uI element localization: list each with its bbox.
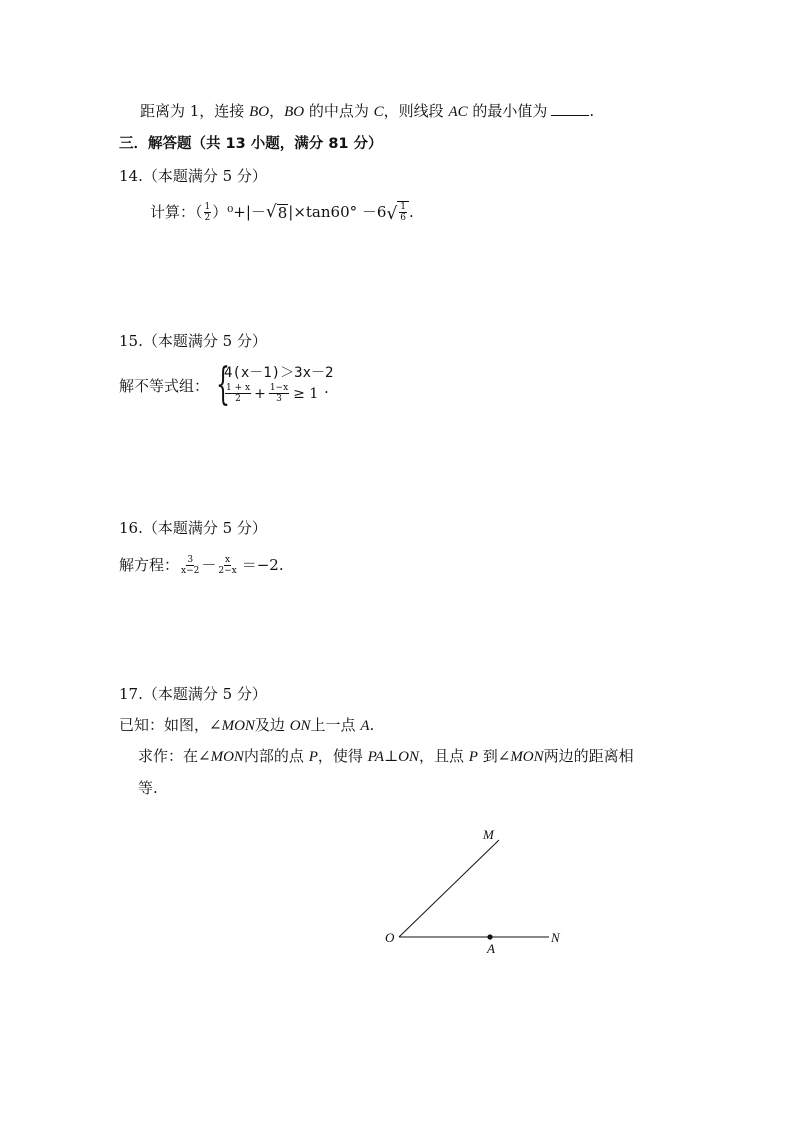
label-a: A [487, 941, 495, 956]
q15-second-inequality: $\frac{1 + x}{2}$ + $\frac{1-x}{3}$ ≥ 1 [226, 383, 319, 404]
q17-header: 17.（本题满分 5 分） [119, 685, 267, 703]
q14-header: 14.（本题满分 5 分） [119, 167, 267, 185]
q15-prefix: 解不等式组： [119, 377, 210, 395]
q16-header: 16.（本题满分 5 分） [119, 519, 267, 537]
label-o: O [385, 930, 395, 945]
q14-sqrt8: √ 8 [265, 202, 288, 222]
q14-expression: 计算：（ $\frac{1}{2}$ ）⁰+|－ √ 8 |×tan60° －6 √ $\frac{1}{6}$ . [150, 201, 414, 224]
label-m: M [483, 827, 494, 842]
label-n: N [551, 930, 560, 945]
continuation-line: 距离为 1，连接 BO，BO 的中点为 C，则线段 AC 的最小值为 . [140, 102, 595, 120]
section-heading: 三．解答题（共 13 小题，满分 81 分） [119, 136, 383, 152]
q17-task: 求作：在∠MON内部的点 P，使得 PA⊥ON，且点 P 到∠MON两边的距离相 [138, 747, 634, 765]
q16-equation: 解方程： $\frac{3}{x-2}$ － $\frac{x}{2-x}$ ＝−2. [119, 554, 284, 576]
q17-task-continuation: 等. [138, 779, 158, 797]
ray-om [399, 840, 499, 937]
q15-header: 15.（本题满分 5 分） [119, 332, 267, 350]
q14-fraction: $\frac{1}{2}$ [204, 201, 211, 223]
point-a [487, 934, 492, 939]
q15-period: . [324, 379, 329, 397]
q17-given: 已知：如图，∠MON及边 ON上一点 A. [119, 716, 375, 734]
q14-sqrt-frac: √ $\frac{1}{6}$ [386, 201, 409, 223]
q15-first-inequality: 4(x－1)＞3x－2 [224, 365, 334, 381]
left-brace: { [216, 359, 230, 410]
